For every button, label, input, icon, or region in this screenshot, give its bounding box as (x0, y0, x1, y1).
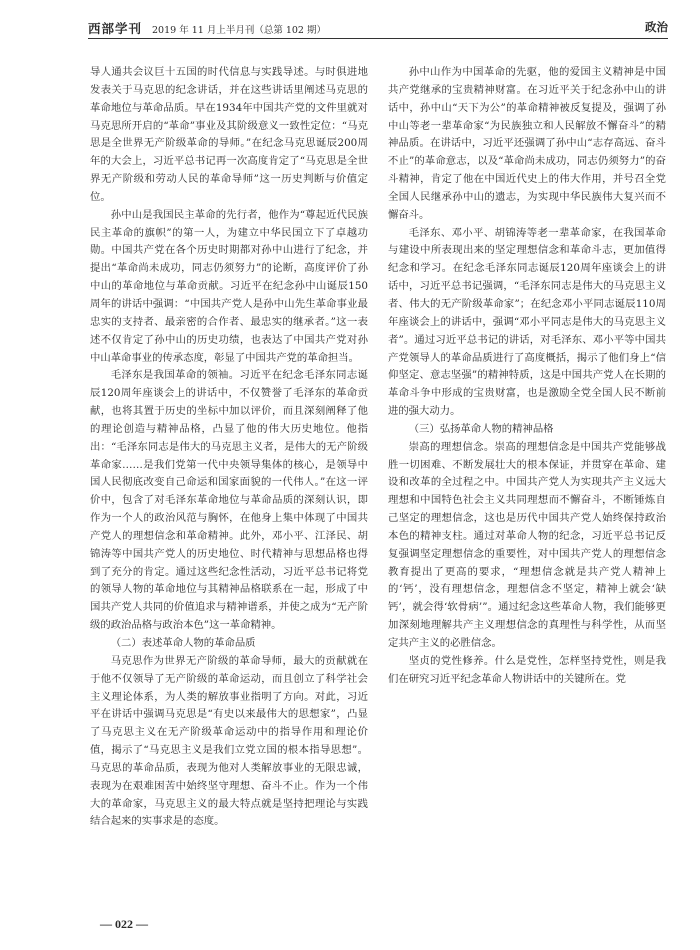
right-paragraph-4: 坚贞的党性修养。什么是党性，怎样坚持党性，则是我们在研究习近平纪念革命人物讲话中的关键所在。党 (388, 654, 666, 685)
section-heading-2: （二）表述革命人物的革命品质 (110, 637, 256, 649)
left-paragraph-2: 孙中山是我国民主革命的先行者，他作为“尊起近代民族民主革命的旗帜”的第一人，为建立中华民国立下了卓越功勋。中国共产党在各个历史时期都对孙中山进行了纪念，并提出“革命尚未成功，同志仍须努力”的论断，高度评价了孙中山的革命地位与革命贡献。习近平在纪念孙中山诞辰150周年的讲话中强调：“中国共产党人是孙中山先生革命事业最忠实的支持者、最亲密的合作者、最忠实的继承者。”这一表述不仅肯定了孙中山的历史功绩，也表达了中国共产党对孙中山革命事业的传承态度，彰显了中国共产党的革命担当。 (90, 208, 368, 364)
journal-title: 西部学刊 (88, 21, 143, 36)
right-paragraph-3: 崇高的理想信念。崇高的理想信念是中国共产党能够战胜一切困难、不断发展壮大的根本保证，并贯穿在革命、建设和改革的全过程之中。中国共产党人为实现共产主义远大理想和中国特色社会主义共同理想而不懈奋斗，不断锤炼自己坚定的理想信念，这也是历代中国共产党人始终保持政治本色的精神支柱。通过对革命人物的纪念，习近平总书记反复强调坚定理想信念的重要性，对中国共产党人的理想信念教育提出了更高的要求，“理想信念就是共产党人精神上的‘钙’，没有理想信念，理想信念不坚定，精神上就会‘缺钙’，就会得‘软骨病’”。通过纪念这些革命人物，我们能够更加深刻地理解共产主义理想信念的真理性与科学性，从而坚定共产主义的必胜信念。 (388, 440, 666, 649)
issue-info: 2019 年 11 月上半月刊（总第 102 期） (152, 25, 326, 36)
page-header (88, 18, 668, 39)
right-paragraph-1: 孙中山作为中国革命的先驱，他的爱国主义精神是中国共产党继承的宝贵精神财富。在习近平关于纪念孙中山的讲话中，孙中山“天下为公”的革命精神被反复提及，强调了孙中山等老一辈革命家“为民族独立和人民解放不懈奋斗”的精神品质。在讲话中，习近平还强调了孙中山“志存高远、奋斗不止”的革命意志，以及“革命尚未成功，同志仍须努力”的奋斗精神，肯定了他在中国近代史上的伟大作用，并号召全党全国人民继承孙中山的遗志，为实现中华民族伟大复兴而不懈奋斗。 (388, 66, 666, 221)
right-column (388, 64, 666, 689)
left-paragraph-1: 导人通共会议巨十五国的时代信息与实践导述。与时俱进地发表关于马克思的纪念讲话，并在这些讲话里阐述马克思的革命地位与革命品质。早在1934年中国共产党的文件里就对马克思所开启的“革命”事业及其阶级意义一致性定位：“马克思是全世界无产阶级革命的导师。”在纪念马克思诞辰200周年的大会上，习近平总书记再一次高度肯定了“马克思是全世界无产阶级和劳动人民的革命导师”这一历史判断与价值定位。 (90, 66, 368, 203)
section-label: 政治 (645, 20, 668, 34)
left-paragraph-3: 毛泽东是我国革命的领袖。习近平在纪念毛泽东同志诞辰120周年座谈会上的讲话中，不仅赞誉了毛泽东的革命贡献，也将其置于历史的坐标中加以评价，而且深刻阐释了他的理论创造与精神品格，凸显了他的伟大历史地位。他指出：“毛泽东同志是伟大的马克思主义者，是伟大的无产阶级革命家……是我们党第一代中央领导集体的核心，是领导中国人民彻底改变自己命运和国家面貌的一代伟人。”在这一评价中，包含了对毛泽东革命地位与革命品质的深刻认识，即作为一个人的政治风范与胸怀，在他身上集中体现了中国共产党人的理想信念和革命精神。此外，邓小平、江泽民、胡锦涛等中国共产党人的历史地位、时代精神与思想品格也得到了充分的肯定。通过这些纪念性活动，习近平总书记将党的领导人物的革命地位与其精神品格联系在一起，形成了中国共产党人共同的价值追求与精神谱系，并使之成为“无产阶级的政治品格与政治本色”这一革命精神。 (90, 369, 368, 632)
right-paragraph-2: 毛泽东、邓小平、胡锦涛等老一辈革命家，在我国革命与建设中所表现出来的坚定理想信念和革命斗志，更加值得纪念和学习。在纪念毛泽东同志诞辰120周年座谈会上的讲话中，习近平总书记强调，“毛泽东同志是伟大的马克思主义者、伟大的无产阶级革命家”；在纪念邓小平同志诞辰110周年座谈会上的讲话中，强调“邓小平同志是伟大的马克思主义者”。通过习近平总书记的讲话，对毛泽东、邓小平等中国共产党领导人的革命品质进行了高度概括，揭示了他们身上“信仰坚定、意志坚强”的精神特质，这是中国共产党人在长期的革命斗争中形成的宝贵财富，也是激励全党全国人民不断前进的强大动力。 (388, 226, 666, 418)
page-number: — 022 — (100, 917, 148, 931)
left-column (90, 64, 368, 831)
left-paragraph-4: 马克思作为世界无产阶级的革命导师，最大的贡献就在于他不仅领导了无产阶级的革命运动，而且创立了科学社会主义理论体系，为人类的解放事业指明了方向。对此，习近平在讲话中强调马克思是“有史以来最伟大的思想家”，凸显了马克思主义在无产阶级革命运动中的指导作用和理论价值，揭示了“马克思主义是我们立党立国的根本指导思想”。马克思的革命品质，表现为他对人类解放事业的无限忠诚，表现为在艰难困苦中始终坚守理想、奋斗不止。作为一个伟大的革命家，马克思主义的最大特点就是坚持把理论与实践结合起来的实事求是的态度。 (90, 654, 368, 828)
section-heading-3: （三）弘扬革命人物的精神品格 (408, 422, 554, 435)
